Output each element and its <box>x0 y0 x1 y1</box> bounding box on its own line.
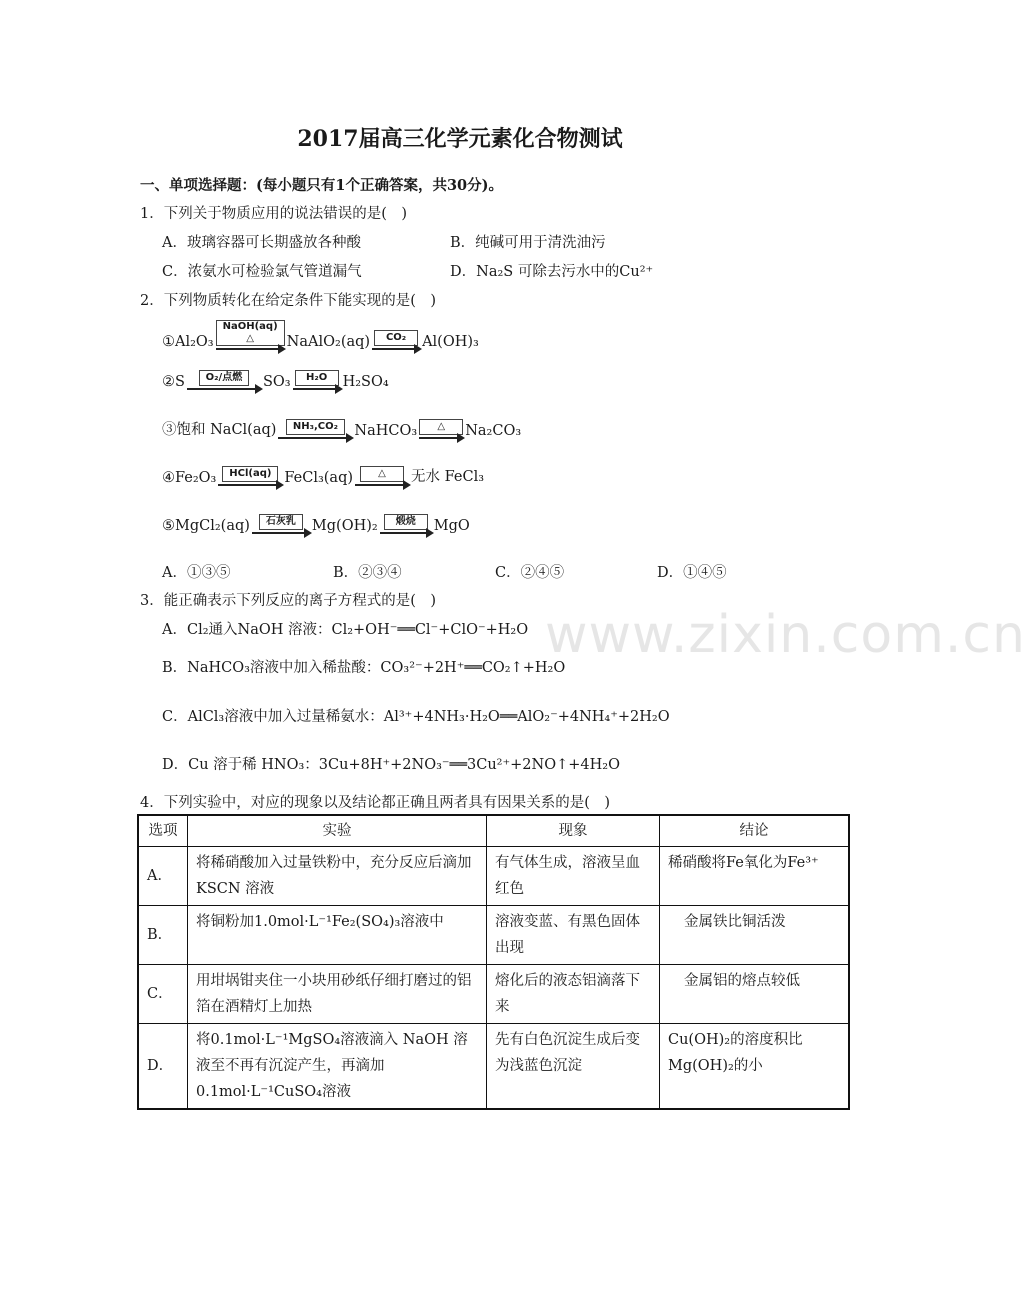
arrow-condition: △ <box>360 466 404 482</box>
q2-reaction-4 <box>162 465 484 486</box>
table-row <box>138 906 849 965</box>
q4-table <box>137 814 850 1110</box>
table-cell: 用坩埚钳夹住一小块用砂纸仔细打磨过的铝箔在酒精灯上加热 <box>188 965 487 1024</box>
reaction-arrow <box>216 320 285 350</box>
table-cell: 熔化后的液态铝滴落下来 <box>487 965 660 1024</box>
arrow-condition: H₂O <box>295 370 339 386</box>
reaction-arrow <box>419 419 463 439</box>
table-cell: 有气体生成，溶液呈血红色 <box>487 847 660 906</box>
product: 无水 FeCl₃ <box>411 469 485 485</box>
reactant: ③饱和 NaCl(aq) <box>162 422 277 438</box>
reaction-arrow <box>187 370 261 390</box>
column-header: 选项 <box>138 815 188 847</box>
table-cell: 金属铁比铜活泼 <box>660 906 850 965</box>
q3-option-a: A．Cl₂通入NaOH 溶液：Cl₂+OH⁻══Cl⁻+ClO⁻+H₂O <box>162 622 529 638</box>
product: Na₂CO₃ <box>465 423 522 439</box>
q2-option-b: B．②③④ <box>333 565 402 581</box>
table-row <box>138 965 849 1024</box>
intermediate: NaAlO₂(aq) <box>286 334 371 350</box>
table-cell: B． <box>138 906 188 965</box>
arrow-condition-heat: △ <box>246 333 254 344</box>
q2-reaction-2 <box>162 370 389 390</box>
q1-option-b: B．纯碱可用于清洗油污 <box>450 235 606 251</box>
column-header: 结论 <box>660 815 850 847</box>
arrow-condition: NaOH(aq) <box>222 321 278 332</box>
q1-stem: 1．下列关于物质应用的说法错误的是( ) <box>140 206 408 222</box>
reactant: ④Fe₂O₃ <box>162 470 217 486</box>
reaction-arrow <box>218 466 282 486</box>
q1-option-c: C．浓氨水可检验氯气管道漏气 <box>162 264 362 280</box>
arrow-condition: 石灰乳 <box>259 514 303 530</box>
table-row <box>138 847 849 906</box>
q3-stem: 3．能正确表示下列反应的离子方程式的是( ) <box>140 593 437 609</box>
table-cell: 先有白色沉淀生成后变为浅蓝色沉淀 <box>487 1024 660 1110</box>
product: MgO <box>433 518 470 534</box>
table-cell: 溶液变蓝、有黑色固体出现 <box>487 906 660 965</box>
q2-reaction-1 <box>162 320 479 350</box>
watermark: www.zixin.com.cn <box>545 605 1026 665</box>
intermediate: SO₃ <box>262 374 291 390</box>
table-cell: A． <box>138 847 188 906</box>
table-cell: D． <box>138 1024 188 1110</box>
q2-reaction-5 <box>162 514 470 534</box>
arrow-condition: 煅烧 <box>384 514 428 530</box>
table-header-row <box>138 815 849 847</box>
product: Al(OH)₃ <box>422 334 479 350</box>
q2-option-d: D．①④⑤ <box>657 565 727 581</box>
reaction-arrow <box>380 514 432 534</box>
reaction-arrow <box>372 330 420 350</box>
arrow-condition: △ <box>419 419 463 435</box>
table-cell: 稀硝酸将Fe氧化为Fe³⁺ <box>660 847 850 906</box>
table-cell: 将稀硝酸加入过量铁粉中，充分反应后滴加KSCN 溶液 <box>188 847 487 906</box>
arrow-condition: HCl(aq) <box>222 466 278 482</box>
table-row <box>138 1024 849 1110</box>
q3-option-c: C．AlCl₃溶液中加入过量稀氨水：Al³⁺+4NH₃·H₂O══AlO₂⁻+4NH₄⁺+2H₂O <box>162 709 670 725</box>
q3-option-d: D．Cu 溶于稀 HNO₃：3Cu+8H⁺+2NO₃⁻══3Cu²⁺+2NO↑+4H₂O <box>162 757 620 773</box>
column-header: 现象 <box>487 815 660 847</box>
intermediate: Mg(OH)₂ <box>311 518 378 534</box>
q3-option-b: B．NaHCO₃溶液中加入稀盐酸：CO₃²⁻+2H⁺══CO₂↑+H₂O <box>162 660 566 676</box>
table-cell: 将铜粉加1.0mol·L⁻¹Fe₂(SO₄)₃溶液中 <box>188 906 487 965</box>
arrow-condition: O₂/点燃 <box>199 370 250 386</box>
product: H₂SO₄ <box>342 374 389 390</box>
reaction-arrow <box>278 419 352 439</box>
table-cell: C． <box>138 965 188 1024</box>
table-cell: 金属铝的熔点较低 <box>660 965 850 1024</box>
reactant: ①Al₂O₃ <box>162 334 214 350</box>
q1-option-a: A．玻璃容器可长期盛放各种酸 <box>162 235 361 251</box>
reaction-arrow <box>293 370 341 390</box>
section-heading: 一、单项选择题：(每小题只有1个正确答案，共30分)。 <box>140 177 503 194</box>
reaction-arrow <box>355 466 409 486</box>
intermediate: FeCl₃(aq) <box>284 470 354 486</box>
intermediate: NaHCO₃ <box>354 423 418 439</box>
reaction-arrow <box>252 514 310 534</box>
arrow-condition: NH₃,CO₂ <box>286 419 345 435</box>
reactant: ⑤MgCl₂(aq) <box>162 518 250 534</box>
q2-option-a: A．①③⑤ <box>162 565 231 581</box>
table-cell: Cu(OH)₂的溶度积比Mg(OH)₂的小 <box>660 1024 850 1110</box>
q2-reaction-3 <box>162 418 521 439</box>
q2-stem: 2．下列物质转化在给定条件下能实现的是( ) <box>140 293 437 309</box>
column-header: 实验 <box>188 815 487 847</box>
q4-stem: 4．下列实验中，对应的现象以及结论都正确且两者具有因果关系的是( ) <box>140 795 611 811</box>
reactant: ②S <box>162 374 185 390</box>
page-title: 2017届高三化学元素化合物测试 <box>297 126 623 152</box>
table-cell: 将0.1mol·L⁻¹MgSO₄溶液滴入 NaOH 溶液至不再有沉淀产生，再滴加0.1mol·L⁻¹CuSO₄溶液 <box>188 1024 487 1110</box>
q2-option-c: C．②④⑤ <box>495 565 565 581</box>
arrow-condition: CO₂ <box>374 330 418 346</box>
q1-option-d: D．Na₂S 可除去污水中的Cu²⁺ <box>450 264 654 280</box>
